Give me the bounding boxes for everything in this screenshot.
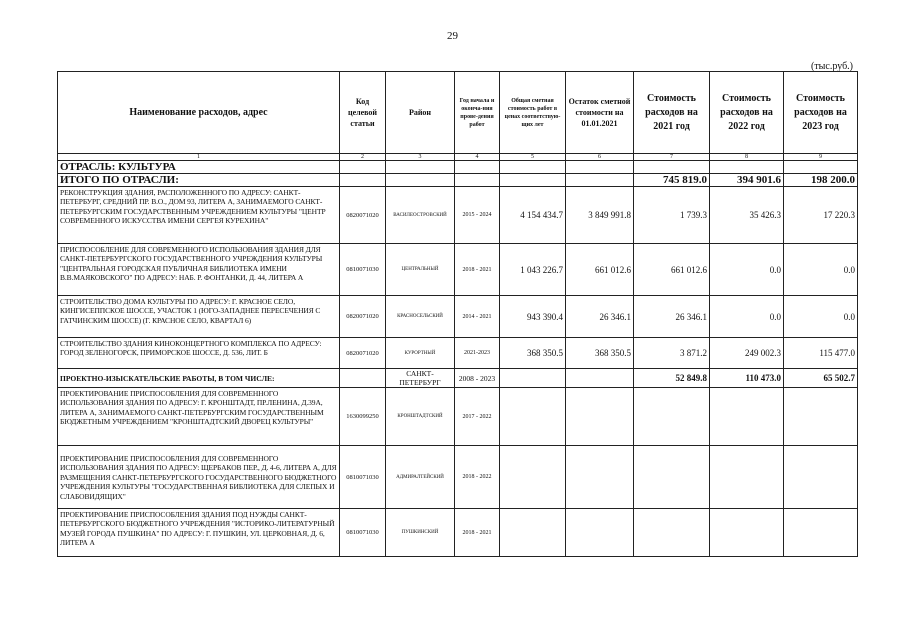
row-code: 0820071020 (340, 296, 386, 338)
section-total-label: ИТОГО ПО ОТРАСЛИ: (58, 174, 340, 187)
row-cost-2021: 1 739.3 (634, 187, 710, 244)
header-row (58, 72, 858, 154)
row-name: РЕКОНСТРУКЦИЯ ЗДАНИЯ, РАСПОЛОЖЕННОГО ПО АДРЕСУ: САНКТ-ПЕТЕРБУРГ, СРЕДНИЙ ПР. В.О., ДОМ 93, ЛИТЕРА А, ЗАНИМАЕМОГО САНКТ-ПЕТЕРБУРГСКИМ ГОСУДАРСТВЕННЫМ УЧРЕЖДЕНИЕМ КУЛЬТУРЫ "ЦЕНТР СОВРЕМЕННОГО ИСКУССТВА ИМЕНИ СЕРГЕЯ КУРЕХИНА" (58, 187, 340, 244)
column-number: 1 (58, 154, 340, 161)
row-years: 2017 - 2022 (455, 388, 500, 446)
row-years: 2014 - 2021 (455, 296, 500, 338)
design-works-years: 2008 - 2023 (455, 369, 500, 388)
row-district: ЦЕНТРАЛЬНЫЙ (386, 244, 455, 296)
row-years: 2018 - 2021 (455, 509, 500, 557)
row-cost-2022: 249 002.3 (710, 338, 784, 369)
row-code: 0810071030 (340, 446, 386, 509)
row-name: ПРИСПОСОБЛЕНИЕ ДЛЯ СОВРЕМЕННОГО ИСПОЛЬЗОВАНИЯ ЗДАНИЯ ДЛЯ САНКТ-ПЕТЕРБУРГСКОГО ГОСУДАРСТВЕННОГО УЧРЕЖДЕНИЯ КУЛЬТУРЫ "ЦЕНТРАЛЬНАЯ ГОРОДСКАЯ ПУБЛИЧНАЯ БИБЛИОТЕКА ИМЕНИ В.В.МАЯКОВСКОГО" ПО АДРЕСУ: НАБ. Р. ФОНТАНКИ, Д. 44, ЛИТЕРА А (58, 244, 340, 296)
column-number: 4 (455, 154, 500, 161)
row-remainder: 3 849 991.8 (566, 187, 634, 244)
row-total-cost: 4 154 434.7 (500, 187, 566, 244)
design-works-label: ПРОЕКТНО-ИЗЫСКАТЕЛЬСКИЕ РАБОТЫ, В ТОМ ЧИСЛЕ: (58, 369, 340, 388)
units-label: (тыс.руб.) (810, 61, 853, 72)
header-cost-2023: Стоимость расходов на 2023 год (784, 72, 858, 154)
design-works-district: САНКТ-ПЕТЕРБУРГ (386, 369, 455, 388)
header-years: Год начала и оконча-ния прове-дения работ (455, 72, 500, 154)
row-cost-2022: 0.0 (710, 244, 784, 296)
row-cost-2023: 0.0 (784, 296, 858, 338)
column-number-row (58, 154, 858, 161)
row-total-cost: 943 390.4 (500, 296, 566, 338)
row-code: 0820071020 (340, 187, 386, 244)
column-number: 5 (500, 154, 566, 161)
header-total-cost: Общая сметная стоимость работ в ценах соответствую-щих лет (500, 72, 566, 154)
table-row (58, 446, 858, 509)
row-cost-2021: 26 346.1 (634, 296, 710, 338)
column-number: 3 (386, 154, 455, 161)
header-district: Район (386, 72, 455, 154)
row-district: КРАСНОСЕЛЬСКИЙ (386, 296, 455, 338)
header-cost-2021: Стоимость расходов на 2021 год (634, 72, 710, 154)
row-district: АДМИРАЛТЕЙСКИЙ (386, 446, 455, 509)
budget-table (57, 71, 858, 557)
row-code: 0810071030 (340, 244, 386, 296)
table-row (58, 509, 858, 557)
row-district: КРОНШТАДТСКИЙ (386, 388, 455, 446)
row-name: СТРОИТЕЛЬСТВО ЗДАНИЯ КИНОКОНЦЕРТНОГО КОМПЛЕКСА ПО АДРЕСУ: ГОРОД ЗЕЛЕНОГОРСК, ПРИМОРСКОЕ ШОССЕ, Д. 536, ЛИТ. Б (58, 338, 340, 369)
total-cost-2021: 745 819.0 (634, 174, 710, 187)
row-name: СТРОИТЕЛЬСТВО ДОМА КУЛЬТУРЫ ПО АДРЕСУ: Г. КРАСНОЕ СЕЛО, КИНГИСЕППСКОЕ ШОССЕ, УЧАСТОК 1 (ЮГО-ЗАПАДНЕЕ ПЕРЕСЕЧЕНИЯ С ГАТЧИНСКИМ ШОССЕ) (Г. КРАСНОЕ СЕЛО, КВАРТАЛ 6) (58, 296, 340, 338)
design-works-cost-2023: 65 502.7 (784, 369, 858, 388)
table-row (58, 338, 858, 369)
table-row (58, 244, 858, 296)
header-name: Наименование расходов, адрес (58, 72, 340, 154)
total-cost-2023: 198 200.0 (784, 174, 858, 187)
row-district: ПУШКИНСКИЙ (386, 509, 455, 557)
section-title-row (58, 161, 858, 174)
page-number: 29 (447, 30, 458, 42)
column-number: 6 (566, 154, 634, 161)
row-name: ПРОЕКТИРОВАНИЕ ПРИСПОСОБЛЕНИЯ ЗДАНИЯ ПОД НУЖДЫ САНКТ-ПЕТЕРБУРГСКОГО БЮДЖЕТНОГО УЧРЕЖДЕНИЯ "ИСТОРИКО-ЛИТЕРАТУРНЫЙ МУЗЕЙ ГОРОДА ПУШКИНА" ПО АДРЕСУ: Г. ПУШКИН, УЛ. ЦЕРКОВНАЯ, Д. 6, ЛИТЕРА А (58, 509, 340, 557)
row-code: 0810071030 (340, 509, 386, 557)
header-cost-2022: Стоимость расходов на 2022 год (710, 72, 784, 154)
row-years: 2015 - 2024 (455, 187, 500, 244)
column-number: 2 (340, 154, 386, 161)
design-works-row (58, 369, 858, 388)
total-cost-2022: 394 901.6 (710, 174, 784, 187)
row-code: 0820071020 (340, 338, 386, 369)
row-remainder: 661 012.6 (566, 244, 634, 296)
row-years: 2018 - 2022 (455, 446, 500, 509)
row-years: 2018 - 2021 (455, 244, 500, 296)
table-row (58, 187, 858, 244)
table-row (58, 296, 858, 338)
row-code: 1630099250 (340, 388, 386, 446)
row-years: 2021-2023 (455, 338, 500, 369)
row-total-cost: 368 350.5 (500, 338, 566, 369)
row-district: ВАСИЛЕОСТРОВСКИЙ (386, 187, 455, 244)
row-total-cost: 1 043 226.7 (500, 244, 566, 296)
row-cost-2021: 661 012.6 (634, 244, 710, 296)
header-remainder: Остаток сметной стоимости на 01.01.2021 (566, 72, 634, 154)
design-works-cost-2021: 52 849.8 (634, 369, 710, 388)
row-name: ПРОЕКТИРОВАНИЕ ПРИСПОСОБЛЕНИЯ ДЛЯ СОВРЕМЕННОГО ИСПОЛЬЗОВАНИЯ ЗДАНИЯ ПО АДРЕСУ: Г. КРОНШТАДТ, ПР.ЛЕНИНА, Д.39А, ЛИТЕРА А, ЗАНИМАЕМОГО САНКТ-ПЕТЕРБУРГСКИМ ГОСУДАРСТВЕННЫМ БЮДЖЕТНЫМ УЧРЕЖДЕНИЕМ "КРОНШТАДТСКИЙ ДВОРЕЦ КУЛЬТУРЫ" (58, 388, 340, 446)
section-title: ОТРАСЛЬ: КУЛЬТУРА (58, 161, 340, 174)
section-total-row (58, 174, 858, 187)
row-cost-2023: 0.0 (784, 244, 858, 296)
row-cost-2023: 115 477.0 (784, 338, 858, 369)
row-cost-2022: 35 426.3 (710, 187, 784, 244)
header-code: Код целевой статьи (340, 72, 386, 154)
row-cost-2021: 3 871.2 (634, 338, 710, 369)
row-name: ПРОЕКТИРОВАНИЕ ПРИСПОСОБЛЕНИЯ ДЛЯ СОВРЕМЕННОГО ИСПОЛЬЗОВАНИЯ ЗДАНИЯ ПО АДРЕСУ: ЩЕРБАКОВ ПЕР., Д. 4-6, ЛИТЕРА А, ДЛЯ РАЗМЕЩЕНИЯ САНКТ-ПЕТЕРБУРГСКОГО ГОСУДАРСТВЕННОГО БЮДЖЕТНОГО УЧРЕЖДЕНИЯ КУЛЬТУРЫ "ГОСУДАРСТВЕННАЯ БИБЛИОТЕКА ДЛЯ СЛЕПЫХ И СЛАБОВИДЯЩИХ" (58, 446, 340, 509)
column-number: 9 (784, 154, 858, 161)
row-remainder: 26 346.1 (566, 296, 634, 338)
row-cost-2022: 0.0 (710, 296, 784, 338)
table-row (58, 388, 858, 446)
row-cost-2023: 17 220.3 (784, 187, 858, 244)
column-number: 8 (710, 154, 784, 161)
row-remainder: 368 350.5 (566, 338, 634, 369)
row-district: КУРОРТНЫЙ (386, 338, 455, 369)
design-works-cost-2022: 110 473.0 (710, 369, 784, 388)
column-number: 7 (634, 154, 710, 161)
